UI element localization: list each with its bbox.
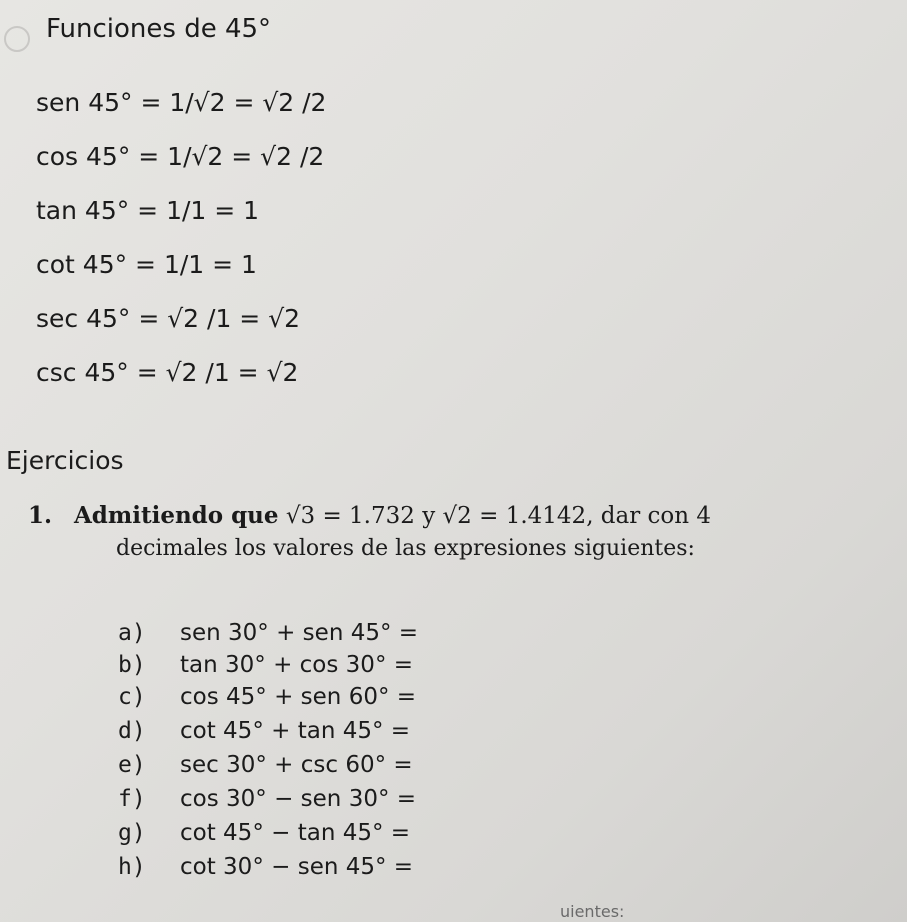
item-label: c) — [118, 684, 146, 710]
exercise-item-g — [118, 820, 410, 846]
item-expression: cot 45° + tan 45° = — [180, 718, 411, 744]
exercise-item-f — [118, 786, 416, 812]
problem-number: 1. — [28, 502, 53, 529]
problem-statement-line1 — [28, 502, 711, 529]
item-expression: cos 45° + sen 60° = — [180, 684, 417, 710]
identity-sec: sec 45° = √2 /1 = √2 — [36, 304, 301, 333]
item-label: b) — [118, 652, 146, 678]
identity-csc: csc 45° = √2 /1 = √2 — [36, 358, 299, 387]
sqrt3-value: √3 = 1.732 — [285, 503, 415, 529]
identity-sen: sen 45° = 1/√2 = √2 /2 — [36, 88, 327, 117]
exercise-item-b — [118, 652, 413, 678]
item-expression: tan 30° + cos 30° = — [180, 652, 414, 678]
item-expression: cot 45° − tan 45° = — [180, 820, 411, 846]
exercise-item-c — [118, 684, 416, 710]
item-label: e) — [118, 752, 146, 778]
bleed-through-mark — [4, 26, 30, 52]
exercise-item-a — [118, 620, 418, 646]
identity-cos: cos 45° = 1/√2 = √2 /2 — [36, 142, 325, 171]
problem-lead: Admitiendo que — [73, 502, 279, 529]
item-expression: cot 30° − sen 45° = — [180, 854, 414, 880]
item-expression: sen 30° + sen 45° = — [180, 620, 419, 646]
item-expression: sec 30° + csc 60° = — [180, 752, 413, 778]
section-title: Funciones de 45° — [46, 14, 272, 44]
problem-statement-line2: decimales los valores de las expresiones siguientes: — [116, 536, 695, 561]
item-label: h) — [118, 854, 146, 880]
exercise-item-e — [118, 752, 413, 778]
problem-tail: , dar con 4 — [586, 503, 712, 529]
exercise-item-d — [118, 718, 410, 744]
identity-tan: tan 45° = 1/1 = 1 — [36, 196, 260, 225]
item-label: a) — [118, 620, 146, 646]
cut-off-footer-text: uientes: — [560, 902, 625, 921]
exercises-heading: Ejercicios — [6, 446, 124, 475]
identity-cot: cot 45° = 1/1 = 1 — [36, 250, 257, 279]
problem-conjunction: y — [422, 503, 436, 529]
item-expression: cos 30° − sen 30° = — [180, 786, 417, 812]
sqrt2-value: √2 = 1.4142 — [442, 503, 587, 529]
item-label: g) — [118, 820, 146, 846]
item-label: f) — [118, 786, 146, 812]
exercise-item-h — [118, 854, 413, 880]
item-label: d) — [118, 718, 146, 744]
